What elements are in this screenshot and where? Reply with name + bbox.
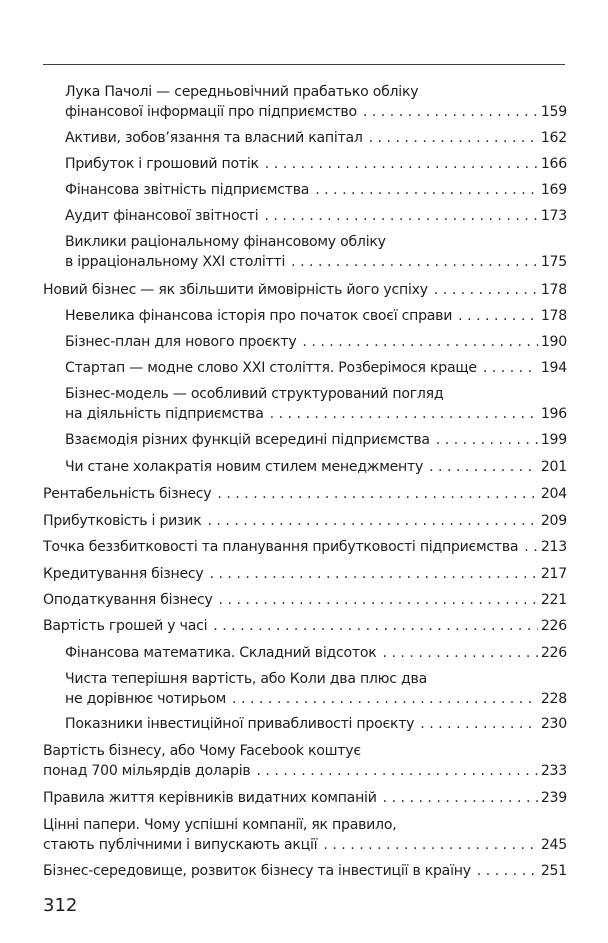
toc-section [65,714,567,734]
toc-entry-title-line: Фінансова математика. Складний відсоток [65,645,377,661]
toc-entry-title-line: Невелика фінансова історія про початок своєї справи [65,308,453,324]
toc-page-number: 173 [540,208,567,224]
toc-chapter [43,484,567,504]
toc-entry-title-line: Показники інвестиційної привабливості проєкту [65,716,415,732]
toc-page-number: 221 [540,592,567,608]
toc-entry-title-line: Правила життя керівників видатних компаній [43,790,377,806]
toc-page-number: 194 [540,360,567,376]
toc-entry-title-line: Вартість грошей у часі [43,618,208,634]
toc-section [65,358,567,378]
toc-page-number: 226 [540,645,567,661]
toc-entry-title-line: на діяльність підприємства [65,406,264,422]
dot-leader [383,643,538,663]
toc-entry-row [43,761,567,781]
toc-section [65,669,567,709]
dot-leader [369,128,538,148]
dot-leader [219,590,538,610]
dot-leader [458,306,538,326]
toc-entry-title-line: Взаємодія різних функцій всередині підприємства [65,432,430,448]
toc-entry-row [43,564,567,584]
toc-section [65,306,567,326]
toc-page-number: 196 [540,406,567,422]
toc-page-number: 228 [540,691,567,707]
dot-leader [483,358,538,378]
toc-entry-title-line: Прибуток і грошовий потік [65,156,259,172]
dot-leader [383,788,538,808]
toc-section [65,206,567,226]
toc-entry-title-line: Чи стане холакратія новим стилем менеджменту [65,459,424,475]
toc-chapter [43,511,567,531]
dot-leader [477,861,538,881]
dot-leader [291,252,538,272]
toc-entry-title-line: Бізнес-план для нового проєкту [65,334,297,350]
toc-entry-title-line: Фінансова звітність підприємства [65,182,310,198]
toc-chapter [43,564,567,584]
toc-page-number: 162 [540,130,567,146]
toc-page-number: 159 [540,104,567,120]
toc-page-number: 201 [540,459,567,475]
toc-chapter [43,537,567,557]
toc-entry-row [65,154,567,174]
toc-entry-title-line: Аудит фінансової звітності [65,208,259,224]
toc-entry-row [43,616,567,636]
toc-entry-title-line: Цінні папери. Чому успішні компанії, як правило, [43,817,397,833]
toc-chapter [43,815,567,855]
dot-leader [323,835,537,855]
toc-section [65,128,567,148]
toc-page-number: 213 [540,539,567,555]
toc-section [65,180,567,200]
dot-leader [429,457,538,477]
toc-entry-title-line: не дорівнює чотирьом [65,691,227,707]
dot-leader [420,714,538,734]
toc-entry-title-line: Бізнес-середовище, розвиток бізнесу та інвестиції в країну [43,863,471,879]
toc-section [65,643,567,663]
dot-leader [434,280,538,300]
toc-entry-row [43,280,567,300]
toc-section [65,430,567,450]
toc-page-number: 178 [540,282,567,298]
toc-entry-row [43,835,567,855]
toc-page-number: 251 [540,863,567,879]
toc-entry-row [65,306,567,326]
toc-chapter [43,788,567,808]
toc-entry-row [65,404,567,424]
page-number: 312 [43,895,78,916]
toc-page-number: 245 [540,837,567,853]
toc-page-number: 190 [540,334,567,350]
toc-entry-title-line: Чиста теперішня вартість, або Коли два плюс два [65,671,427,687]
toc-page-number: 233 [540,763,567,779]
toc-page-number: 226 [540,618,567,634]
toc-entry-row [43,590,567,610]
toc-entry-row [65,102,567,122]
toc-entry-row [43,537,567,557]
toc-entry-row [65,457,567,477]
toc-entry-title-line: стають публічними і випускають акції [43,837,318,853]
toc-entry-title-line: Рентабельність бізнесу [43,486,212,502]
toc-page-number: 209 [540,513,567,529]
dot-leader [524,537,538,557]
toc-entry-title-line: Активи, зобов’язання та власний капітал [65,130,363,146]
dot-leader [232,689,538,709]
toc-page-number: 239 [540,790,567,806]
toc-entry-title-line: понад 700 мільярдів доларів [43,763,251,779]
toc-entry-row [65,643,567,663]
toc-entry-title-line: Стартап — модне слово XXI століття. Розберімося краще [65,360,477,376]
toc-entry-row [65,332,567,352]
toc-chapter [43,280,567,300]
toc-entry-row [65,358,567,378]
toc-entry-title-line: Лука Пачолі — середньовічний прабатько обліку [65,84,419,100]
toc-entry-row [65,128,567,148]
toc-page-number: 166 [540,156,567,172]
dot-leader [436,430,538,450]
dot-leader [207,511,537,531]
toc-entry-title-line: фінансової інформації про підприємство [65,104,357,120]
toc-entry-title-line: Бізнес-модель — особливий структурований погляд [65,386,444,402]
toc-entry-title-line: Вартість бізнесу, або Чому Facebook коштує [43,743,361,759]
toc-chapter [43,616,567,636]
toc-chapter [43,741,567,781]
toc-entry-title-line: Новий бізнес — як збільшити ймовірність його успіху [43,282,428,298]
toc-entry-row [65,430,567,450]
toc-page-number: 199 [540,432,567,448]
toc-page-number: 204 [540,486,567,502]
toc-entry-row [43,861,567,881]
toc-entry-row [43,511,567,531]
dot-leader [264,206,537,226]
dot-leader [213,616,538,636]
toc-entry-row [65,206,567,226]
toc-section [65,154,567,174]
toc-section [65,232,567,272]
dot-leader [270,404,538,424]
dot-leader [363,102,538,122]
toc-entry-title-line: Кредитування бізнесу [43,566,204,582]
dot-leader [302,332,537,352]
dot-leader [210,564,538,584]
toc-page-number: 178 [540,308,567,324]
dot-leader [265,154,538,174]
toc-entry-row [43,788,567,808]
toc-entry-title-line: Оподаткування бізнесу [43,592,213,608]
toc-page-number: 230 [540,716,567,732]
toc-chapter [43,590,567,610]
toc-entry-title-line: Прибутковість і ризик [43,513,202,529]
toc-page-number: 217 [540,566,567,582]
toc-section [65,384,567,424]
toc-entry-title-line: в ірраціональному XXI столітті [65,254,286,270]
dot-leader [315,180,538,200]
toc-chapter [43,861,567,881]
toc-section [65,457,567,477]
dot-leader [256,761,537,781]
toc-entry-row [65,180,567,200]
toc-entry-title-line: Виклики раціональному фінансовому обліку [65,234,386,250]
toc-entry-title-line: Точка беззбитковості та планування прибутковості підприємства [43,539,519,555]
toc-section [65,332,567,352]
dot-leader [217,484,537,504]
toc-entry-row [65,714,567,734]
toc-entry-row [65,689,567,709]
toc-page-number: 175 [540,254,567,270]
toc-section [65,82,567,122]
toc-entry-row [43,484,567,504]
toc-entry-row [65,252,567,272]
toc-page-number: 169 [540,182,567,198]
